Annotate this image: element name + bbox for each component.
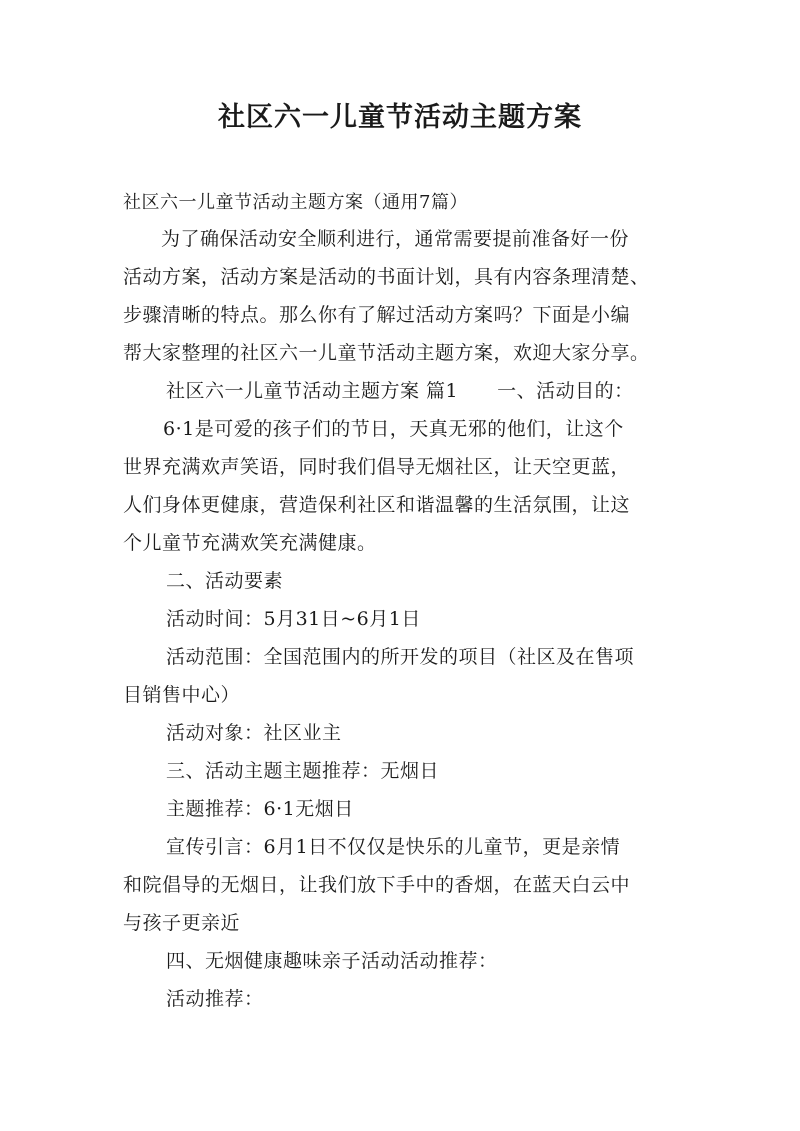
section-heading-line: 社区六一儿童节活动主题方案 篇1 一、活动目的：: [166, 380, 634, 402]
paragraph-line: 宣传引言：6月1日不仅仅是快乐的儿童节，更是亲情: [166, 836, 621, 858]
paragraph-line: 活动方案，活动方案是活动的书面计划，具有内容条理清楚、: [123, 266, 650, 288]
paragraph-line: 目销售中心）: [123, 684, 241, 706]
paragraph-line: 活动对象：社区业主: [166, 722, 342, 744]
paragraph-line: 活动范围：全国范围内的所开发的项目（社区及在售项: [166, 646, 635, 668]
paragraph-line: 人们身体更健康，营造保利社区和谐温馨的生活氛围，让这: [123, 494, 631, 516]
document-subtitle: 社区六一儿童节活动主题方案（通用7篇）: [123, 192, 468, 213]
paragraph-line: 和院倡导的无烟日，让我们放下手中的香烟，在蓝天白云中: [123, 874, 631, 896]
section-heading: 二、活动要素: [166, 570, 284, 592]
document-body: [123, 186, 691, 1018]
paragraph-line: 个儿童节充满欢笑充满健康。: [123, 532, 377, 554]
paragraph-line: 与孩子更亲近: [123, 912, 241, 934]
paragraph-line: 世界充满欢声笑语，同时我们倡导无烟社区，让天空更蓝，: [123, 456, 631, 478]
section-heading: 四、无烟健康趣味亲子活动活动推荐：: [166, 950, 498, 972]
section-heading: 三、活动主题主题推荐：无烟日: [166, 760, 440, 782]
paragraph-line: 帮大家整理的社区六一儿童节活动主题方案，欢迎大家分享。: [123, 342, 650, 364]
paragraph-line: 为了确保活动安全顺利进行，通常需要提前准备好一份: [161, 228, 630, 250]
paragraph-line: 活动推荐：: [166, 988, 264, 1010]
paragraph-line: 6·1是可爱的孩子们的节日，天真无邪的他们，让这个: [163, 418, 624, 440]
document-title: 社区六一儿童节活动主题方案: [218, 102, 582, 133]
paragraph-line: 活动时间：5月31日~6月1日: [166, 608, 421, 630]
paragraph-line: 主题推荐：6·1无烟日: [166, 798, 354, 820]
paragraph-line: 步骤清晰的特点。那么你有了解过活动方案吗？下面是小编: [123, 304, 631, 326]
